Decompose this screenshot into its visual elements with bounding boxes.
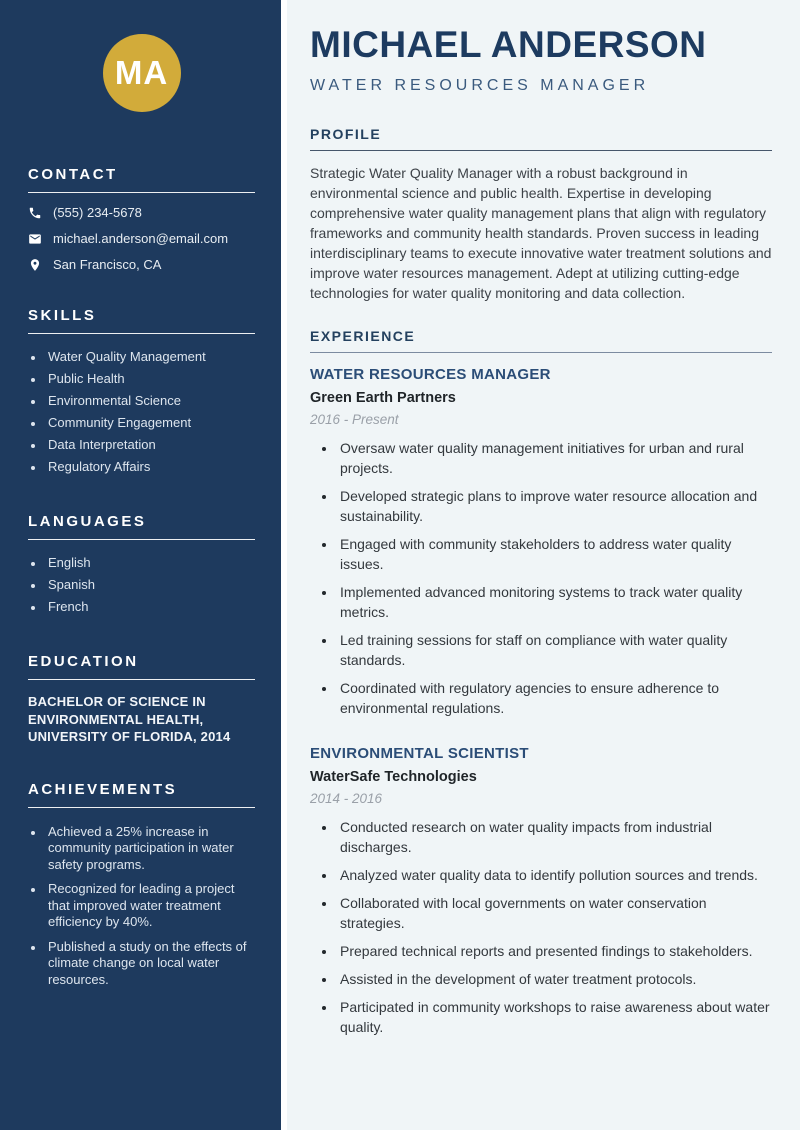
languages-section — [28, 513, 255, 618]
job-bullet: • Analyzed water quality data to identify pollution sources and trends. — [337, 865, 772, 885]
skill-item: • Environmental Science — [45, 390, 255, 412]
avatar: MA — [103, 34, 181, 112]
skill-item: • Regulatory Affairs — [45, 456, 255, 478]
achievement-item: • Published a study on the effects of climate change on local water resources. — [45, 939, 255, 989]
job-company: Green Earth Partners — [310, 389, 456, 406]
experience-heading: EXPERIENCE — [310, 328, 772, 353]
job-entry-2 — [310, 745, 772, 1037]
job-dates: 2014 - 2016 — [310, 790, 383, 806]
job-bullet: • Led training sessions for staff on compliance with water quality standards. — [337, 630, 772, 670]
achievement-item: • Achieved a 25% increase in community participation in water safety programs. — [45, 824, 255, 874]
profile-text: Strategic Water Quality Manager with a robust background in environmental science and public health. Expertise in developing comprehensive water quality management plans that align with regulatory frameworks and community health standards. Proven success in leading interdisciplinary teams to execute innovative water treatment solutions and improve water resources management. Adept at utilizing cutting-edge technologies for water quality monitoring and data collection. — [310, 164, 772, 301]
job-bullet: • Oversaw water quality management initiatives for urban and rural projects. — [337, 438, 772, 478]
job-bullet-list — [310, 817, 772, 1037]
achievements-heading: ACHIEVEMENTS — [28, 781, 255, 808]
skills-list — [28, 346, 255, 478]
sidebar — [0, 0, 281, 1130]
languages-heading: LANGUAGES — [28, 513, 255, 540]
job-bullet: • Collaborated with local governments on water conservation strategies. — [337, 893, 772, 933]
education-heading: EDUCATION — [28, 653, 255, 680]
skill-item: • Water Quality Management — [45, 346, 255, 368]
education-degree: BACHELOR OF SCIENCE IN ENVIRONMENTAL HEALTH, UNIVERSITY OF FLORIDA, 2014 — [28, 694, 231, 744]
job-bullet-list — [310, 438, 772, 718]
job-dates: 2016 - Present — [310, 411, 399, 427]
achievements-section — [28, 781, 255, 989]
job-entry-1 — [310, 366, 772, 718]
contact-location-row — [28, 258, 255, 272]
skill-item: • Data Interpretation — [45, 434, 255, 456]
contact-phone-row — [28, 206, 255, 220]
skill-item: • Public Health — [45, 368, 255, 390]
phone-icon — [28, 206, 42, 220]
job-title: WATER RESOURCES MANAGER — [310, 365, 551, 383]
skills-section — [28, 307, 255, 478]
job-bullet: • Developed strategic plans to improve water resource allocation and sustainability. — [337, 486, 772, 526]
job-bullet: • Participated in community workshops to raise awareness about water quality. — [337, 997, 772, 1037]
person-title: WATER RESOURCES MANAGER — [310, 76, 650, 94]
job-bullet: • Engaged with community stakeholders to address water quality issues. — [337, 534, 772, 574]
avatar-wrap — [28, 34, 255, 112]
skill-item: • Community Engagement — [45, 412, 255, 434]
contact-location-text: San Francisco, CA — [53, 257, 162, 272]
language-item: • French — [45, 596, 255, 618]
profile-heading: PROFILE — [310, 126, 772, 151]
contact-list — [28, 206, 255, 272]
job-bullet: • Assisted in the development of water treatment protocols. — [337, 969, 772, 989]
skills-heading: SKILLS — [28, 307, 255, 334]
languages-list — [28, 552, 255, 618]
contact-heading: CONTACT — [28, 166, 255, 193]
main-content — [281, 0, 800, 1130]
email-icon — [28, 232, 42, 246]
job-bullet: • Conducted research on water quality impacts from industrial discharges. — [337, 817, 772, 857]
language-item: • Spanish — [45, 574, 255, 596]
person-name: MICHAEL ANDERSON — [310, 24, 707, 65]
job-title: ENVIRONMENTAL SCIENTIST — [310, 744, 529, 762]
job-company: WaterSafe Technologies — [310, 768, 477, 785]
achievements-list — [28, 824, 255, 989]
contact-phone-text: (555) 234-5678 — [53, 205, 142, 220]
contact-email-text: michael.anderson@email.com — [53, 231, 229, 246]
job-bullet: • Prepared technical reports and presented findings to stakeholders. — [337, 941, 772, 961]
contact-email-row — [28, 232, 255, 246]
achievement-item: • Recognized for leading a project that improved water treatment efficiency by 40%. — [45, 881, 255, 931]
language-item: • English — [45, 552, 255, 574]
location-icon — [28, 258, 42, 272]
job-bullet: • Coordinated with regulatory agencies to ensure adherence to environmental regulations. — [337, 678, 772, 718]
education-section — [28, 653, 255, 746]
job-bullet: • Implemented advanced monitoring systems to track water quality metrics. — [337, 582, 772, 622]
